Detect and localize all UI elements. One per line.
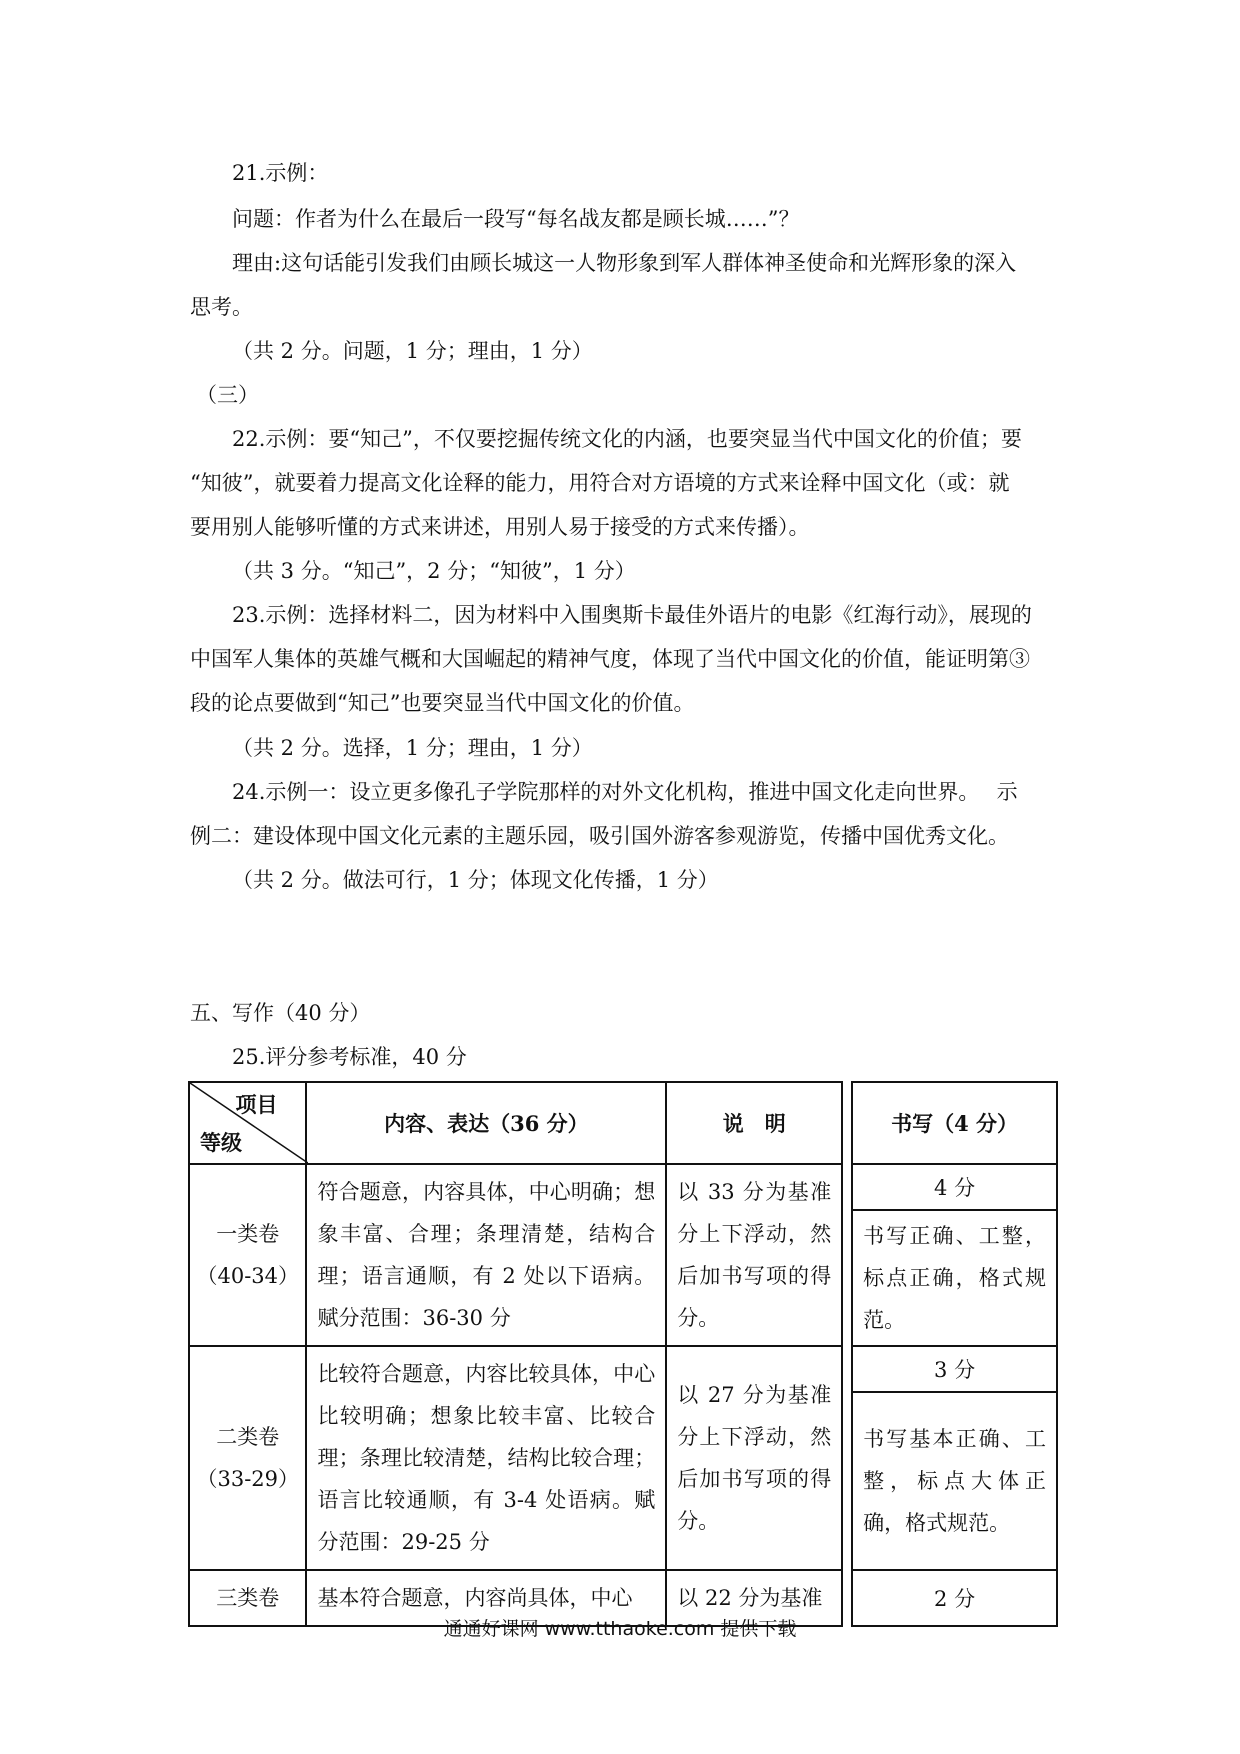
header-level-label: 等级: [200, 1130, 242, 1155]
writing-desc: 书写正确、工整，标点正确，格式规范。: [852, 1210, 1057, 1346]
table-header-row: [189, 1082, 1057, 1164]
note-cell: 以 22 分为基准: [666, 1570, 842, 1626]
level-range: （33-29）: [196, 1467, 300, 1491]
q22-score: （共 3 分。“知己”，2 分；“知彼”，1 分）: [232, 559, 636, 583]
writing-desc: 书写基本正确、工整，标点大体正确，格式规范。: [852, 1392, 1057, 1570]
table-row: [189, 1346, 1057, 1392]
q23-line1: 23.示例：选择材料二，因为材料中入围奥斯卡最佳外语片的电影《红海行动》，展现的: [232, 603, 1032, 627]
header-diagonal-cell: [189, 1082, 306, 1164]
q21-reason-line1: 理由:这句话能引发我们由顾长城这一人物形象到军人群体神圣使命和光辉形象的深入: [232, 251, 1017, 275]
level-name: 一类卷: [216, 1222, 280, 1246]
note-cell: 以 33 分为基准分上下浮动，然后加书写项的得分。: [666, 1164, 842, 1346]
level-cell: [189, 1164, 306, 1346]
level-range: （40-34）: [196, 1264, 300, 1288]
page-footer: 通通好课网 www.tthaoke.com 提供下载: [443, 1618, 797, 1640]
writing-heading: 五、写作（40 分）: [190, 1001, 371, 1025]
q21-reason-line2: 思考。: [190, 295, 253, 319]
q21-score: （共 2 分。问题，1 分；理由，1 分）: [232, 339, 593, 363]
header-content: 内容、表达（36 分）: [306, 1082, 666, 1164]
level-name: 二类卷: [216, 1425, 280, 1449]
writing-score: 2 分: [852, 1570, 1057, 1626]
q23-line3: 段的论点要做到“知己”也要突显当代中国文化的价值。: [190, 691, 695, 715]
content-cell: 比较符合题意，内容比较具体，中心比较明确；想象比较丰富、比较合理；条理比较清楚，结构比较合理；语言比较通顺，有 3-4 处语病。赋分范围：29-25 分: [306, 1346, 666, 1570]
level-cell: [189, 1346, 306, 1570]
q22-line1: 22.示例：要“知己”，不仅要挖掘传统文化的内涵，也要突显当代中国文化的价值；要: [232, 427, 1022, 451]
q24-score: （共 2 分。做法可行，1 分；体现文化传播，1 分）: [232, 868, 719, 892]
q21-question: 问题：作者为什么在最后一段写“每名战友都是顾长城……”？: [232, 207, 800, 231]
q23-score: （共 2 分。选择，1 分；理由，1 分）: [232, 736, 593, 760]
header-writing: 书写（4 分）: [852, 1082, 1057, 1164]
table-row: [189, 1164, 1057, 1210]
column-gap: [842, 1346, 852, 1570]
column-gap: [842, 1164, 852, 1346]
q21-label: 21.示例：: [232, 161, 329, 185]
writing-score: 3 分: [852, 1346, 1057, 1392]
q25-label: 25.评分参考标准，40 分: [232, 1045, 467, 1069]
q24-line1: 24.示例一：设立更多像孔子学院那样的对外文化机构，推进中国文化走向世界。 示: [232, 780, 1018, 804]
section-3-heading: （三）: [196, 383, 259, 407]
q24-line2: 例二：建设体现中国文化元素的主题乐园，吸引国外游客参观游览，传播中国优秀文化。: [190, 824, 1009, 848]
column-gap: [842, 1082, 852, 1164]
q22-line3: 要用别人能够听懂的方式来讲述，用别人易于接受的方式来传播）。: [190, 515, 810, 539]
level-name: 三类卷: [189, 1570, 306, 1626]
header-item-label: 项目: [235, 1092, 278, 1117]
content-cell: 基本符合题意，内容尚具体，中心: [306, 1570, 666, 1626]
note-cell: 以 27 分为基准分上下浮动，然后加书写项的得分。: [666, 1346, 842, 1570]
header-note: 说 明: [666, 1082, 842, 1164]
content-cell: 符合题意，内容具体，中心明确；想象丰富、合理；条理清楚，结构合理；语言通顺，有 2 处以下语病。赋分范围：36-30 分: [306, 1164, 666, 1346]
q23-line2: 中国军人集体的英雄气概和大国崛起的精神气度，体现了当代中国文化的价值，能证明第③: [190, 647, 1030, 671]
writing-score: 4 分: [852, 1164, 1057, 1210]
q22-line2: “知彼”，就要着力提高文化诠释的能力，用符合对方语境的方式来诠释中国文化（或：就: [190, 471, 1010, 495]
grading-table: [188, 1081, 1058, 1627]
